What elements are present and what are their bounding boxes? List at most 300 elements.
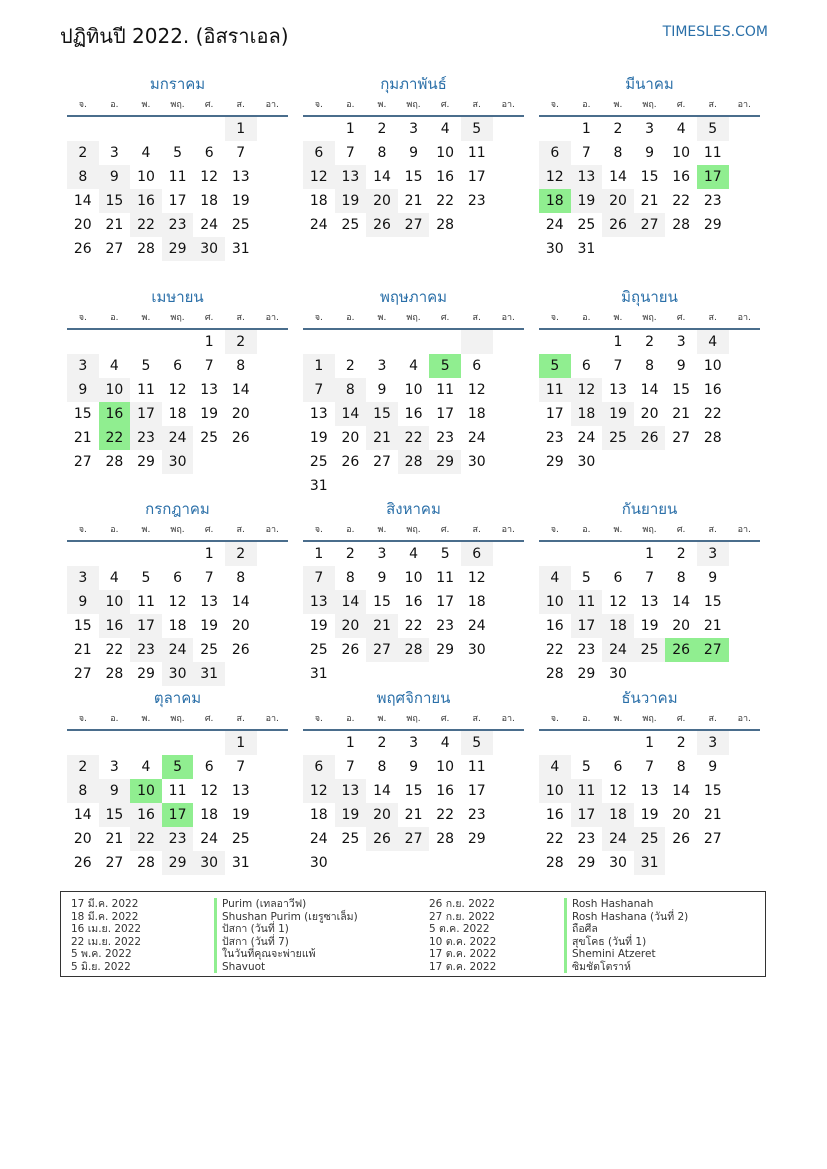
day-cell: 27 xyxy=(105,855,124,871)
empty-cell xyxy=(67,542,99,566)
day-cell: 25 xyxy=(200,642,219,658)
weekday-header xyxy=(539,520,760,542)
day-cell: 1 xyxy=(225,117,257,141)
weekday-label: ส. xyxy=(472,100,481,110)
day-cell: 7 xyxy=(236,759,246,775)
day-cell: 25 xyxy=(309,642,328,658)
day-cell: 25 xyxy=(200,430,219,446)
empty-cell xyxy=(193,450,225,474)
day-cell: 3 xyxy=(409,121,419,137)
empty-cell xyxy=(398,851,430,875)
day-cell: 21 xyxy=(404,193,423,209)
day-cell: 4 xyxy=(676,121,686,137)
holiday-day-cell: 17 xyxy=(697,165,729,189)
legend-date: 18 มี.ค. 2022 xyxy=(71,910,139,923)
empty-cell xyxy=(634,450,666,474)
day-cell: 26 xyxy=(73,855,92,871)
holiday-legend xyxy=(60,891,766,977)
day-cell: 10 xyxy=(672,145,691,161)
empty-cell xyxy=(335,851,367,875)
day-cell: 18 xyxy=(467,594,486,610)
day-cell: 24 xyxy=(577,430,596,446)
day-cell: 21 xyxy=(672,406,691,422)
day-cell: 20 xyxy=(335,614,367,638)
day-cell: 15 xyxy=(404,169,423,185)
day-cell: 3 xyxy=(109,759,119,775)
weekday-label: อา. xyxy=(265,525,279,535)
day-cell: 20 xyxy=(672,618,691,634)
day-cell: 20 xyxy=(231,406,250,422)
day-cell: 19 xyxy=(640,807,659,823)
weekday-label: พฤ. xyxy=(642,100,657,110)
day-cell: 6 xyxy=(613,570,623,586)
weekday-label: ส. xyxy=(708,525,717,535)
day-cell: 22 xyxy=(130,827,162,851)
day-cell: 21 xyxy=(703,618,722,634)
day-cell: 2 xyxy=(225,542,257,566)
day-cell: 24 xyxy=(309,831,328,847)
empty-cell xyxy=(429,474,461,498)
day-cell: 4 xyxy=(141,759,151,775)
legend-names-right xyxy=(564,898,688,973)
day-cell: 2 xyxy=(676,546,686,562)
day-cell: 11 xyxy=(467,759,486,775)
day-cell: 4 xyxy=(440,121,450,137)
day-cell: 15 xyxy=(99,189,131,213)
day-cell: 12 xyxy=(303,165,335,189)
day-cell: 18 xyxy=(200,193,219,209)
weekday-label: พ. xyxy=(141,525,151,535)
day-cell: 9 xyxy=(377,382,387,398)
weekday-label: พฤ. xyxy=(170,714,185,724)
day-cell: 4 xyxy=(409,546,419,562)
day-cell: 3 xyxy=(67,566,99,590)
day-cell: 4 xyxy=(539,566,571,590)
day-cell: 6 xyxy=(204,145,214,161)
empty-cell xyxy=(461,474,493,498)
day-cell: 26 xyxy=(366,213,398,237)
day-cell: 20 xyxy=(73,217,92,233)
day-cell: 9 xyxy=(708,570,718,586)
day-cell: 14 xyxy=(335,590,367,614)
day-cell: 7 xyxy=(645,759,655,775)
day-cell: 25 xyxy=(231,217,250,233)
day-cell: 24 xyxy=(602,827,634,851)
day-cell: 1 xyxy=(204,546,214,562)
day-cell: 10 xyxy=(404,570,423,586)
day-cell: 13 xyxy=(200,382,219,398)
day-cell: 11 xyxy=(467,145,486,161)
site-link[interactable]: TIMESLES.COM xyxy=(662,24,768,40)
day-cell: 30 xyxy=(609,855,627,871)
day-cell: 14 xyxy=(231,594,250,610)
empty-cell xyxy=(162,117,194,141)
empty-cell xyxy=(539,542,571,566)
legend-names-left xyxy=(214,898,358,973)
weekday-label: ส. xyxy=(708,313,717,323)
weekday-label: อา. xyxy=(501,525,515,535)
day-cell: 7 xyxy=(613,358,623,374)
day-cell: 11 xyxy=(137,382,155,398)
day-cell: 22 xyxy=(545,831,564,847)
weekday-label: อ. xyxy=(110,100,119,110)
weekday-label: อา. xyxy=(501,714,515,724)
day-cell: 2 xyxy=(613,121,623,137)
day-cell: 6 xyxy=(461,542,493,566)
weekday-header xyxy=(67,520,288,542)
month-name: ธันวาคม xyxy=(621,689,678,707)
day-cell: 16 xyxy=(99,614,131,638)
empty-cell xyxy=(539,330,571,354)
day-cell: 19 xyxy=(335,803,367,827)
day-cell: 31 xyxy=(634,851,666,875)
day-cell: 11 xyxy=(137,594,155,610)
day-cell: 20 xyxy=(366,803,398,827)
empty-cell xyxy=(539,731,571,755)
empty-cell xyxy=(665,662,697,686)
day-cell: 30 xyxy=(467,454,486,470)
day-cell: 13 xyxy=(231,783,250,799)
day-cell: 6 xyxy=(204,759,214,775)
day-cell: 19 xyxy=(309,430,328,446)
day-cell: 3 xyxy=(645,121,655,137)
day-cell: 7 xyxy=(204,570,214,586)
weekday-label: ส. xyxy=(708,100,717,110)
day-cell: 21 xyxy=(105,831,124,847)
day-cell: 18 xyxy=(200,807,219,823)
day-cell: 25 xyxy=(231,831,250,847)
day-cell: 16 xyxy=(545,618,564,634)
empty-cell xyxy=(366,237,398,261)
day-cell: 27 xyxy=(703,831,722,847)
weekday-label: จ. xyxy=(550,525,559,535)
day-cell: 17 xyxy=(436,406,455,422)
day-cell: 20 xyxy=(602,189,634,213)
day-cell: 28 xyxy=(672,217,691,233)
day-cell: 30 xyxy=(309,855,328,871)
day-cell: 22 xyxy=(545,642,564,658)
day-cell: 29 xyxy=(429,450,461,474)
day-cell: 21 xyxy=(404,807,423,823)
day-cell: 26 xyxy=(672,831,691,847)
day-cell: 28 xyxy=(137,241,155,257)
days-grid xyxy=(67,117,288,285)
empty-cell xyxy=(665,450,697,474)
day-cell: 25 xyxy=(577,217,596,233)
day-cell: 30 xyxy=(545,241,564,257)
legend-date: 5 มิ.ย. 2022 xyxy=(71,960,131,973)
day-cell: 19 xyxy=(200,406,219,422)
day-cell: 27 xyxy=(634,213,666,237)
day-cell: 6 xyxy=(173,358,183,374)
legend-date: 5 ต.ค. 2022 xyxy=(429,923,490,935)
day-cell: 12 xyxy=(200,783,219,799)
day-cell: 18 xyxy=(467,406,486,422)
month-name: สิงหาคม xyxy=(386,500,441,518)
day-cell: 19 xyxy=(231,807,250,823)
day-cell: 22 xyxy=(436,193,455,209)
day-cell: 13 xyxy=(640,783,659,799)
day-cell: 15 xyxy=(672,382,691,398)
empty-cell xyxy=(99,330,131,354)
weekday-label: พ. xyxy=(141,714,151,724)
day-cell: 12 xyxy=(467,570,486,586)
days-grid xyxy=(67,330,288,474)
month-5 xyxy=(303,286,524,498)
day-cell: 12 xyxy=(571,378,603,402)
legend-holiday-name: สุขโคธ (วันที่ 1) xyxy=(564,936,688,949)
legend-date: 17 มี.ค. 2022 xyxy=(71,898,139,910)
day-cell: 12 xyxy=(609,594,627,610)
day-cell: 12 xyxy=(168,382,187,398)
weekday-label: จ. xyxy=(550,313,559,323)
empty-cell xyxy=(99,542,131,566)
day-cell: 9 xyxy=(67,378,99,402)
day-cell: 11 xyxy=(571,779,603,803)
day-cell: 23 xyxy=(162,213,194,237)
day-cell: 22 xyxy=(436,807,455,823)
empty-cell xyxy=(461,330,493,354)
weekday-label: พ. xyxy=(613,100,623,110)
day-cell: 2 xyxy=(645,334,655,350)
day-cell: 25 xyxy=(634,638,666,662)
day-cell: 28 xyxy=(137,855,155,871)
month-name: ตุลาคม xyxy=(153,689,202,707)
weekday-label: จ. xyxy=(78,100,87,110)
day-cell: 14 xyxy=(609,169,627,185)
day-cell: 15 xyxy=(703,783,722,799)
weekday-label: อ. xyxy=(110,525,119,535)
empty-cell xyxy=(162,731,194,755)
weekday-label: อ. xyxy=(582,100,591,110)
day-cell: 18 xyxy=(168,406,187,422)
day-cell: 9 xyxy=(99,779,131,803)
days-grid xyxy=(67,731,288,899)
empty-cell xyxy=(366,662,398,686)
day-cell: 7 xyxy=(581,145,591,161)
legend-holiday-name: ซิมชัตโตราห์ xyxy=(564,961,688,974)
day-cell: 27 xyxy=(398,213,430,237)
day-cell: 1 xyxy=(613,334,623,350)
day-cell: 16 xyxy=(703,382,722,398)
empty-cell xyxy=(130,261,162,285)
days-grid xyxy=(539,330,760,474)
empty-cell xyxy=(99,261,131,285)
day-cell: 23 xyxy=(703,193,722,209)
day-cell: 24 xyxy=(467,430,486,446)
weekday-label: อ. xyxy=(110,714,119,724)
day-cell: 27 xyxy=(366,638,398,662)
day-cell: 2 xyxy=(377,121,387,137)
day-cell: 8 xyxy=(345,570,355,586)
day-cell: 7 xyxy=(303,378,335,402)
empty-cell xyxy=(398,662,430,686)
day-cell: 3 xyxy=(676,334,686,350)
empty-cell xyxy=(225,261,257,285)
weekday-header xyxy=(67,95,288,117)
empty-cell xyxy=(99,117,131,141)
day-cell: 15 xyxy=(703,594,722,610)
empty-cell xyxy=(571,731,603,755)
empty-cell xyxy=(398,474,430,498)
day-cell: 11 xyxy=(436,382,455,398)
day-cell: 1 xyxy=(225,731,257,755)
empty-cell xyxy=(303,330,335,354)
weekday-label: ส. xyxy=(472,525,481,535)
day-cell: 21 xyxy=(703,807,722,823)
day-cell: 6 xyxy=(472,358,482,374)
legend-holiday-name: ในวันที่คุณจะพ่ายแพ้ xyxy=(214,948,358,961)
holiday-day-cell: 10 xyxy=(130,779,162,803)
day-cell: 16 xyxy=(672,169,691,185)
holiday-day-cell: 27 xyxy=(697,638,729,662)
day-cell: 27 xyxy=(73,666,92,682)
day-cell: 6 xyxy=(581,358,591,374)
day-cell: 19 xyxy=(602,402,634,426)
weekday-label: ศ. xyxy=(676,100,686,110)
day-cell: 14 xyxy=(640,382,659,398)
day-cell: 23 xyxy=(577,642,596,658)
legend-date: 27 ก.ย. 2022 xyxy=(429,910,495,923)
day-cell: 13 xyxy=(231,169,250,185)
day-cell: 9 xyxy=(645,145,655,161)
weekday-label: ศ. xyxy=(440,313,450,323)
holiday-day-cell: 5 xyxy=(539,354,571,378)
month-1 xyxy=(67,73,288,285)
day-cell: 28 xyxy=(398,450,430,474)
day-cell: 8 xyxy=(236,358,246,374)
weekday-label: ศ. xyxy=(204,313,214,323)
day-cell: 28 xyxy=(105,454,124,470)
day-cell: 5 xyxy=(697,117,729,141)
empty-cell xyxy=(193,731,225,755)
day-cell: 13 xyxy=(303,590,335,614)
weekday-header xyxy=(67,308,288,330)
day-cell: 28 xyxy=(105,666,124,682)
weekday-label: พ. xyxy=(613,714,623,724)
empty-cell xyxy=(634,237,666,261)
weekday-header xyxy=(303,308,524,330)
day-cell: 19 xyxy=(231,193,250,209)
weekday-label: อา. xyxy=(265,100,279,110)
day-cell: 19 xyxy=(200,618,219,634)
day-cell: 21 xyxy=(366,614,398,638)
month-name: มิถุนายน xyxy=(621,288,678,306)
day-cell: 23 xyxy=(577,831,596,847)
weekday-label: พ. xyxy=(377,525,387,535)
empty-cell xyxy=(67,731,99,755)
empty-cell xyxy=(67,117,99,141)
month-name: กันยายน xyxy=(621,500,678,518)
day-cell: 4 xyxy=(109,570,119,586)
legend-holiday-name: Rosh Hashana (วันที่ 2) xyxy=(564,911,688,924)
month-3 xyxy=(539,73,760,261)
day-cell: 26 xyxy=(341,454,360,470)
days-grid xyxy=(539,117,760,261)
day-cell: 25 xyxy=(602,426,634,450)
weekday-label: พฤ. xyxy=(170,525,185,535)
day-cell: 1 xyxy=(303,354,335,378)
day-cell: 20 xyxy=(640,406,659,422)
day-cell: 5 xyxy=(581,759,591,775)
day-cell: 8 xyxy=(67,779,99,803)
day-cell: 28 xyxy=(703,430,722,446)
day-cell: 18 xyxy=(571,402,603,426)
empty-cell xyxy=(665,851,697,875)
day-cell: 29 xyxy=(577,666,596,682)
weekday-label: ส. xyxy=(236,714,245,724)
day-cell: 15 xyxy=(404,783,423,799)
holiday-day-cell: 26 xyxy=(665,638,697,662)
month-name: กุมภาพันธ์ xyxy=(380,75,447,93)
day-cell: 10 xyxy=(137,169,155,185)
weekday-label: จ. xyxy=(78,714,87,724)
weekday-label: จ. xyxy=(314,313,323,323)
day-cell: 1 xyxy=(645,546,655,562)
day-cell: 14 xyxy=(231,382,250,398)
day-cell: 8 xyxy=(236,570,246,586)
weekday-label: จ. xyxy=(550,100,559,110)
empty-cell xyxy=(539,117,571,141)
weekday-label: พ. xyxy=(613,525,623,535)
weekday-label: จ. xyxy=(78,525,87,535)
weekday-label: ส. xyxy=(236,313,245,323)
day-cell: 17 xyxy=(467,169,486,185)
weekday-label: อ. xyxy=(346,313,355,323)
day-cell: 24 xyxy=(309,217,328,233)
month-4 xyxy=(67,286,288,474)
day-cell: 16 xyxy=(436,169,455,185)
day-cell: 19 xyxy=(640,618,659,634)
day-cell: 26 xyxy=(634,426,666,450)
day-cell: 22 xyxy=(105,642,124,658)
weekday-label: ศ. xyxy=(440,525,450,535)
weekday-label: พ. xyxy=(377,100,387,110)
day-cell: 20 xyxy=(73,831,92,847)
day-cell: 13 xyxy=(309,406,328,422)
day-cell: 15 xyxy=(99,803,131,827)
day-cell: 31 xyxy=(231,241,250,257)
weekday-label: อา. xyxy=(737,100,751,110)
day-cell: 14 xyxy=(672,594,691,610)
day-cell: 13 xyxy=(335,779,367,803)
weekday-label: พฤ. xyxy=(170,313,185,323)
day-cell: 30 xyxy=(162,450,194,474)
month-12 xyxy=(539,687,760,875)
day-cell: 26 xyxy=(231,430,250,446)
day-cell: 25 xyxy=(309,454,328,470)
empty-cell xyxy=(67,330,99,354)
empty-cell xyxy=(602,542,634,566)
day-cell: 29 xyxy=(703,217,722,233)
day-cell: 29 xyxy=(162,851,194,875)
page-title: ปฏิทินปี 2022. (อิสราเอล) xyxy=(60,24,289,48)
day-cell: 19 xyxy=(571,189,603,213)
day-cell: 2 xyxy=(377,735,387,751)
day-cell: 8 xyxy=(645,358,655,374)
day-cell: 17 xyxy=(168,193,187,209)
days-grid xyxy=(303,731,524,875)
day-cell: 23 xyxy=(162,827,194,851)
empty-cell xyxy=(366,330,398,354)
day-cell: 12 xyxy=(303,779,335,803)
day-cell: 9 xyxy=(67,590,99,614)
legend-date: 17 ต.ค. 2022 xyxy=(429,948,497,960)
day-cell: 2 xyxy=(225,330,257,354)
empty-cell xyxy=(130,731,162,755)
day-cell: 13 xyxy=(335,165,367,189)
day-cell: 2 xyxy=(345,546,355,562)
